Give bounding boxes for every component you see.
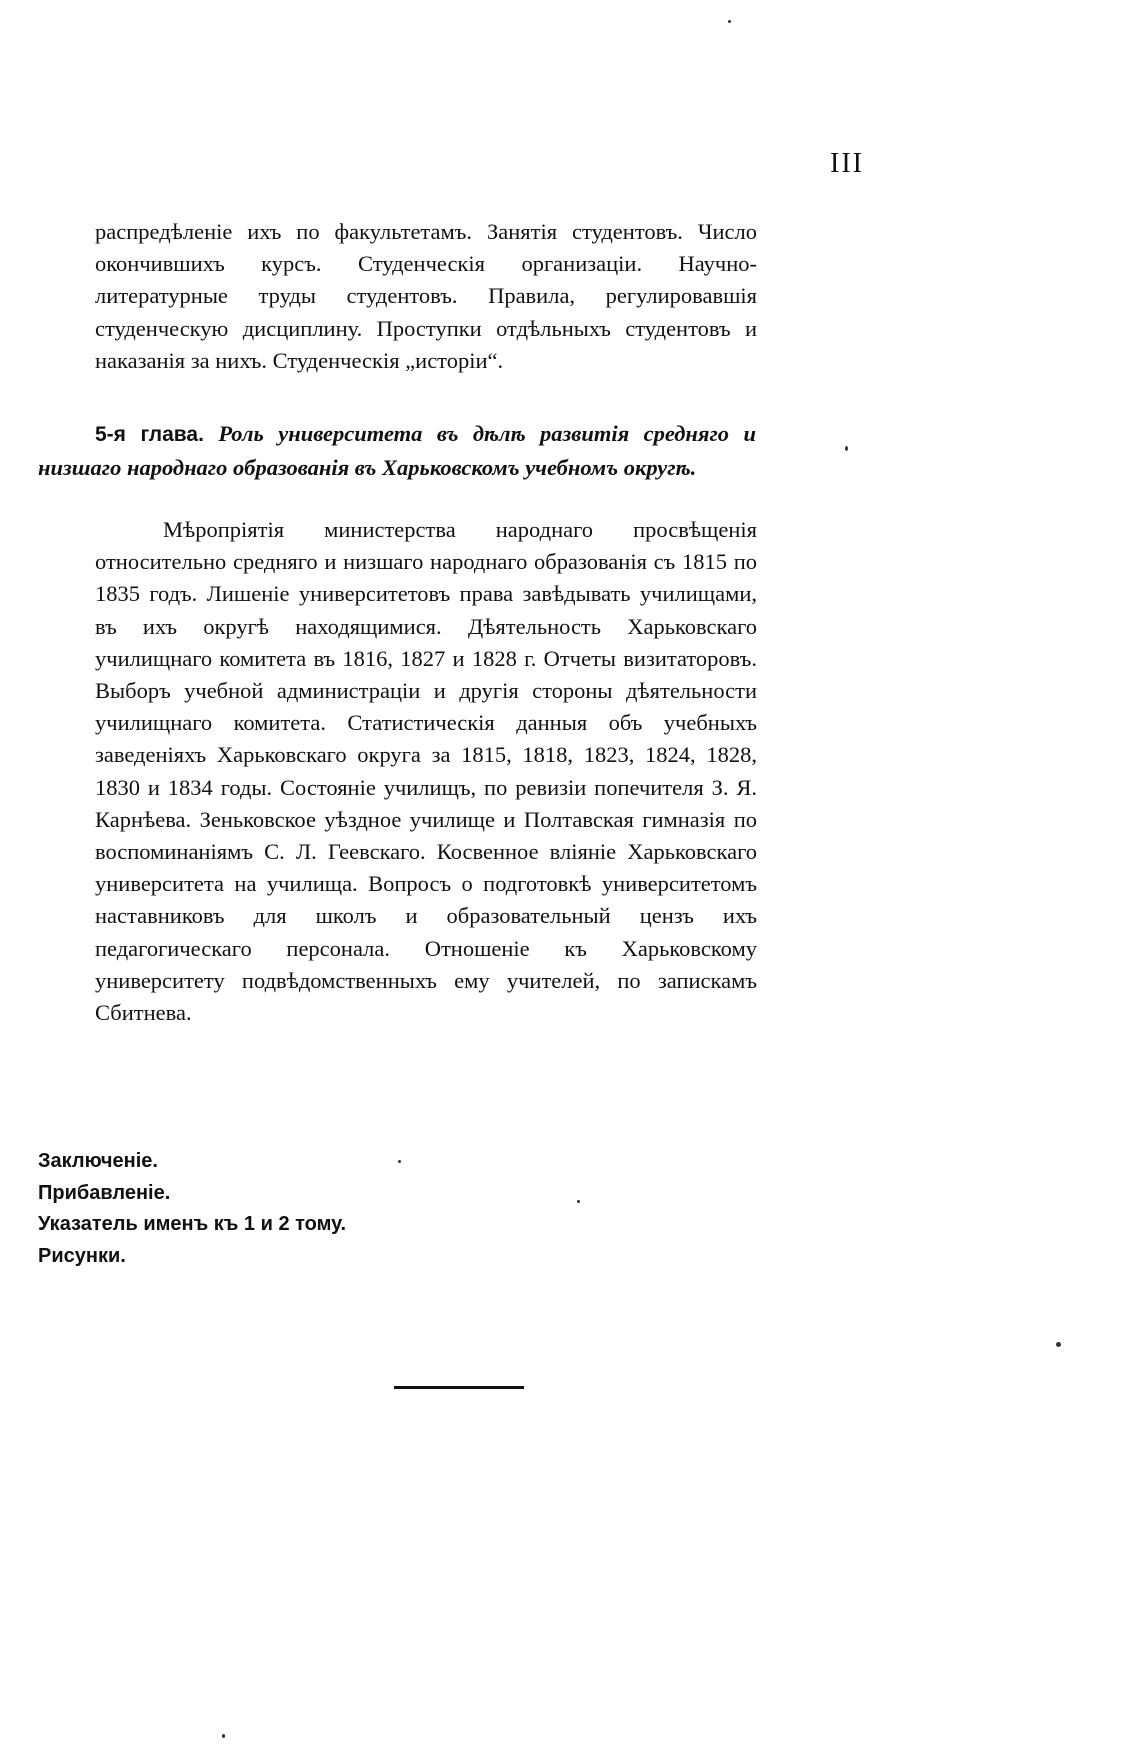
chapter-5-paragraph: Мѣропріятія министерства народнаго просвѣщенія относительно средняго и низшаго народнаго образованія съ 1815 по 1835 годъ. Лишеніе университетовъ права завѣдывать училищами, въ ихъ округѣ находящимися. Дѣятельность Харьковскаго училищнаго комитета въ 1816, 1827 и 1828 г. Отчеты визитаторовъ. Выборъ учебной администраціи и другія стороны дѣятельности училищнаго комитета. Статистическія данныя объ учебныхъ заведеніяхъ Харьковскаго округа за 1815, 1818, 1823, 1824, 1828, 1830 и 1834 годы. Состояніе училищъ, по ревизіи попечителя З. Я. Карнѣева. Зеньковское уѣздное училище и Полтавская гимназія по воспоминаніямъ С. Л. Геевскаго. Косвенное вліяніе Харьковскаго университета на училища. Вопросъ о подготовкѣ университетомъ наставниковъ для школъ и образовательный цензъ ихъ педагогическаго персонала. Отношеніе къ Харьковскому университету подвѣдомственныхъ ему учителей, по запискамъ Сбитнева.	[95, 517, 757, 1026]
page-number: III	[830, 148, 864, 179]
chapter-5-label: 5-я глава.	[95, 423, 204, 446]
intro-paragraph: распредѣленіе ихъ по факультетамъ. Занятія студентовъ. Число окончившихъ курсъ. Студенческія организаціи. Научно-литературные труды студентовъ. Правила, регулировавшія студенческую дисциплину. Проступки отдѣльныхъ студентовъ и наказанія за нихъ. Студенческія „исторіи“.	[95, 219, 757, 373]
scan-speck	[398, 1160, 401, 1163]
section-list	[38, 1146, 346, 1272]
scan-speck	[728, 20, 731, 23]
section-name-index: Указатель именъ къ 1 и 2 тому.	[38, 1213, 347, 1235]
section-illustrations: Рисунки.	[38, 1244, 126, 1267]
chapter-5-heading	[38, 418, 756, 484]
scan-speck	[222, 1734, 225, 1738]
scan-speck	[577, 1200, 580, 1203]
scan-speck	[845, 446, 848, 451]
section-conclusion: Заключеніе.	[38, 1150, 158, 1172]
scan-speck	[1056, 1342, 1061, 1347]
chapter-5-title: Роль университета въ дѣлѣ развитія средняго и низшаго народнаго образованія въ Харьковскомъ учебномъ округѣ.	[38, 421, 756, 480]
end-rule-divider	[394, 1386, 524, 1389]
section-appendix: Прибавленіе.	[38, 1181, 171, 1204]
